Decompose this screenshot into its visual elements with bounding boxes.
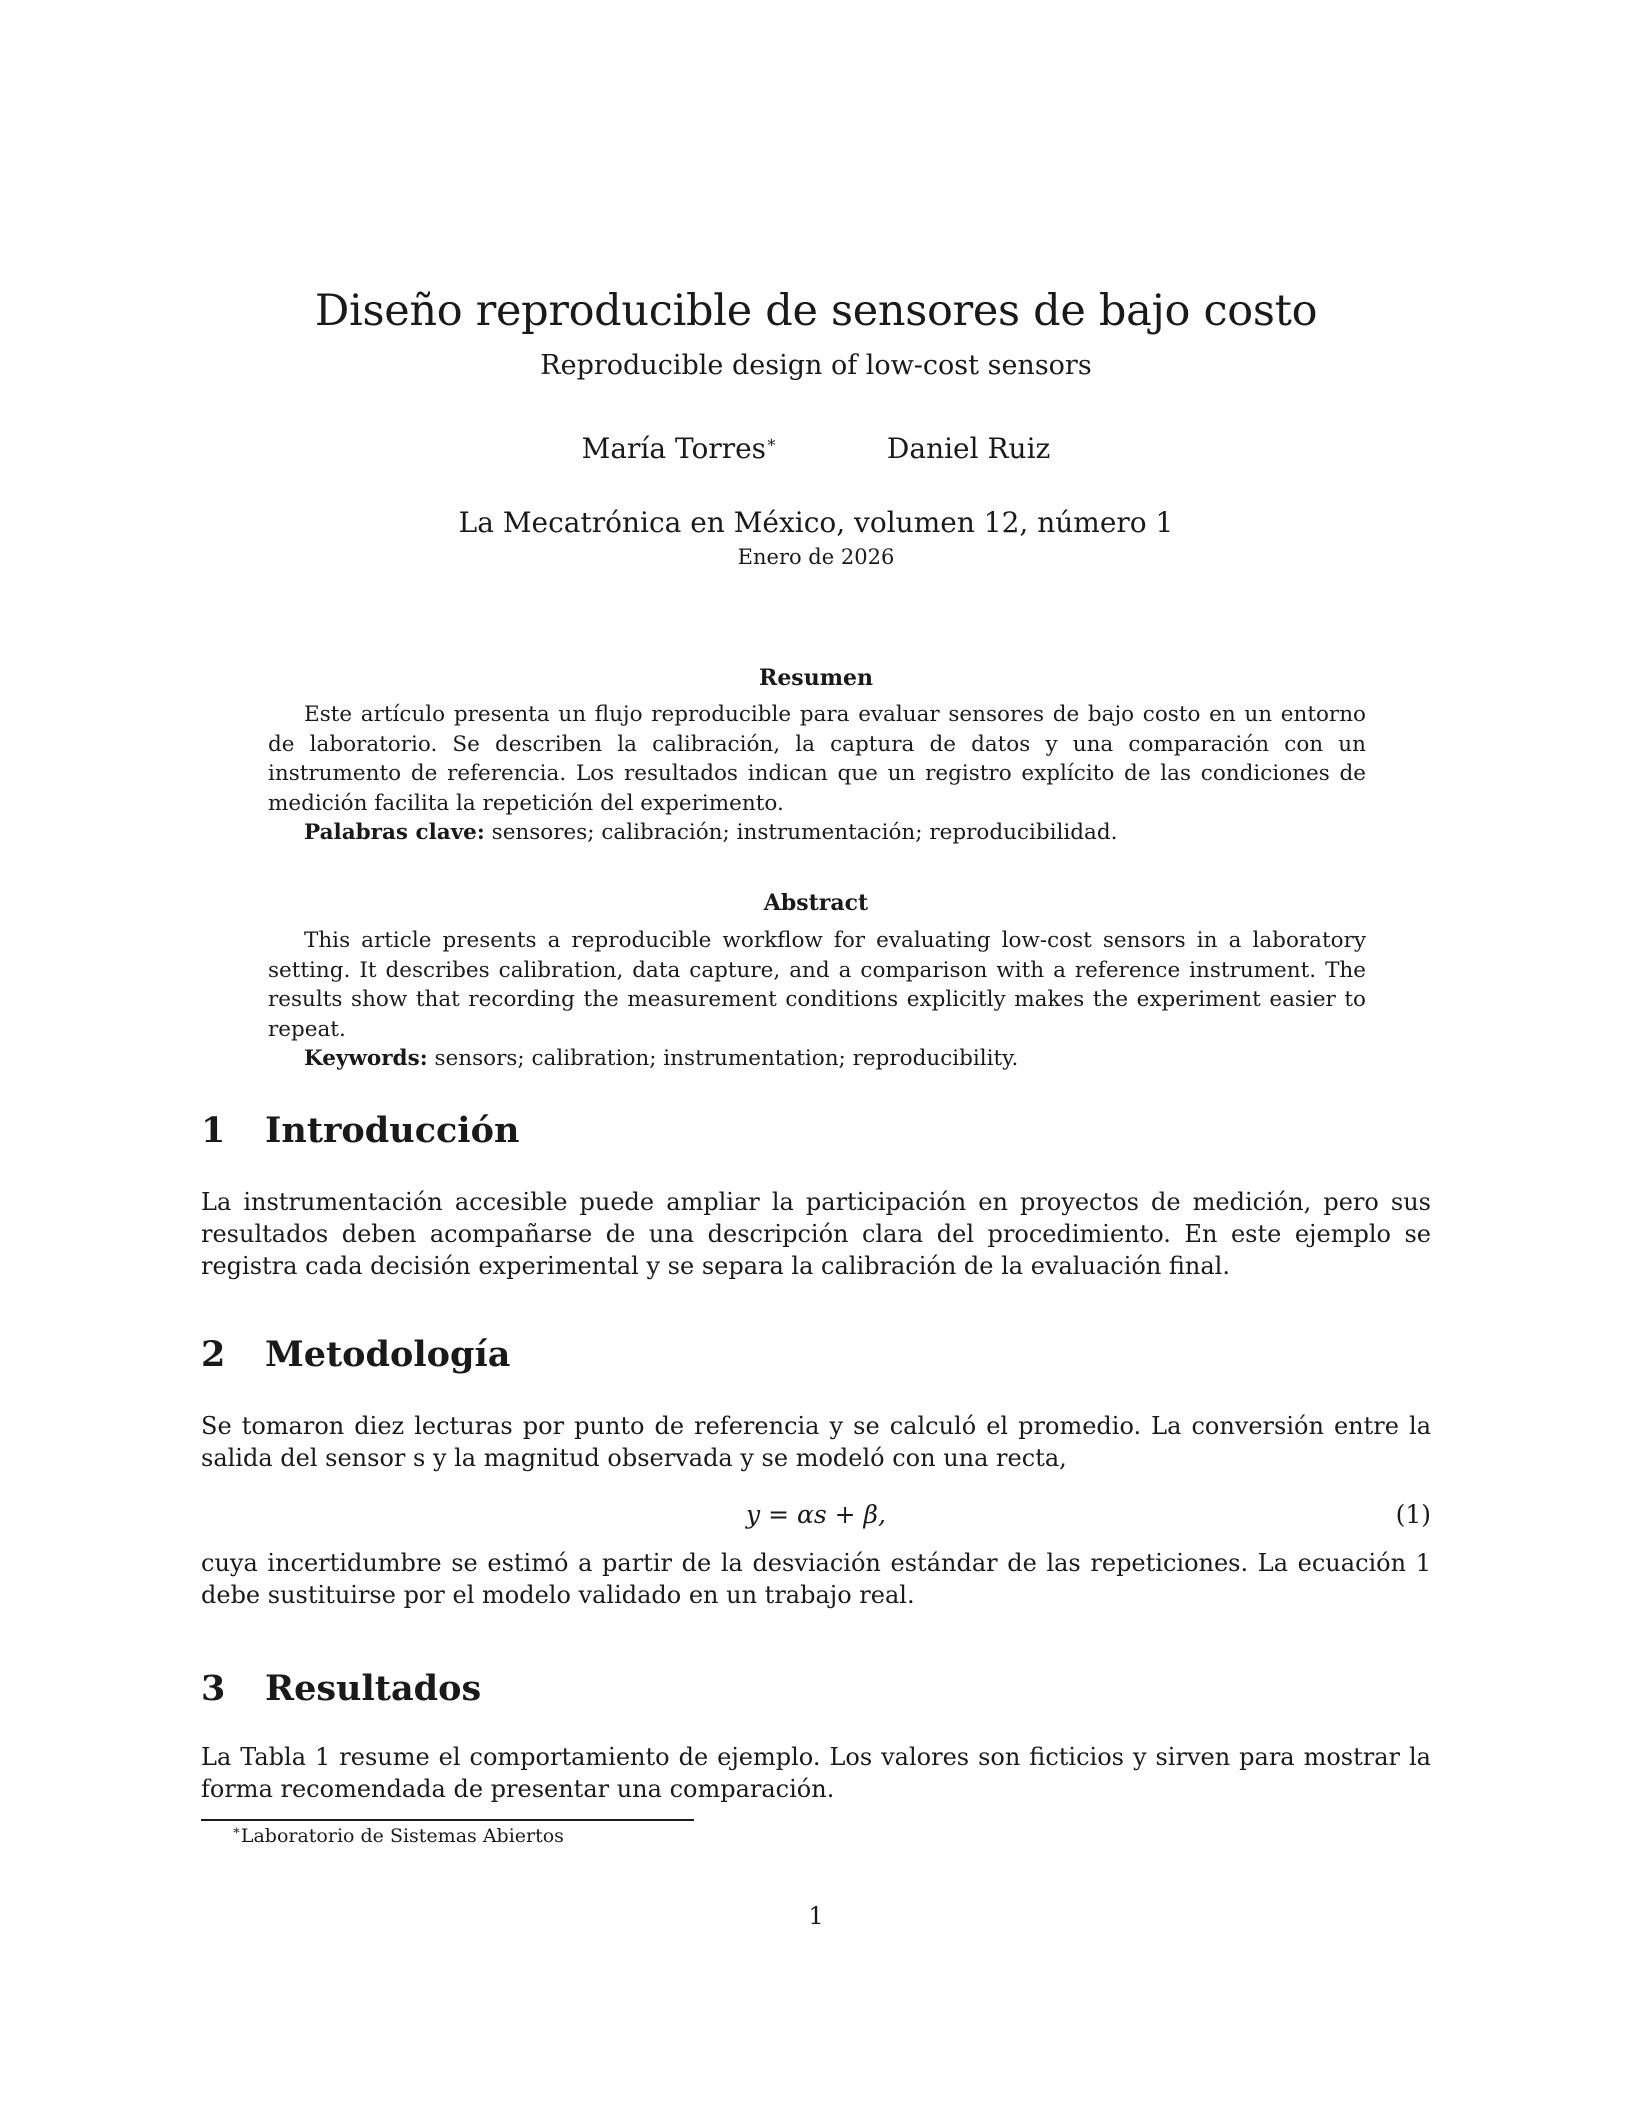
equation-1-number: (1) <box>1395 1500 1431 1529</box>
footnote-mark: ∗ <box>232 1823 241 1839</box>
section-2-title: Metodología <box>265 1334 511 1375</box>
section-3-number: 3 <box>201 1668 226 1709</box>
author-2-name: Daniel Ruiz <box>886 432 1051 465</box>
paper-title: Diseño reproducible de sensores de bajo costo <box>314 286 1318 336</box>
author-2 <box>887 432 1050 465</box>
journal-info: La Mecatrónica en México, volumen 12, número 1 <box>458 506 1174 539</box>
author-1-name: María Torres <box>581 432 767 465</box>
resumen-body <box>268 700 1366 848</box>
section-1-title: Introducción <box>265 1110 520 1151</box>
paper-subtitle: Reproducible design of low-cost sensors <box>540 350 1092 381</box>
abstract-keywords-list: sensors; calibration; instrumentation; reproducibility. <box>434 1046 1019 1071</box>
abstract-text: This article presents a reproducible workflow for evaluating low-cost sensors in a laboratory setting. It describes calibration, data capture, and a comparison with a reference instrument. The results show that recording the measurement conditions explicitly makes the experiment easier to repeat. <box>268 928 1366 1042</box>
resumen-keywords-label: Palabras clave: <box>304 820 485 845</box>
section-2-heading <box>201 1334 1431 1375</box>
resumen-text: Este artículo presenta un flujo reproducible para evaluar sensores de bajo costo en un entorno de laboratorio. Se describen la calibración, la captura de datos y una comparación con un instrumento de referencia. Los resultados indican que un registro explícito de las condiciones de medición facilita la repetición del experimento. <box>268 702 1366 816</box>
section-3-paragraph: La Tabla 1 resume el comportamiento de ejemplo. Los valores son ficticios y sirven para mostrar la forma recomendada de presentar una comparación. <box>201 1743 1431 1803</box>
equation-1 <box>201 1500 1431 1536</box>
abstract-keywords-label: Keywords: <box>304 1046 428 1071</box>
equation-1-expression: y = αs + β, <box>746 1500 886 1529</box>
resumen-keywords-list: sensores; calibración; instrumentación; reproducibilidad. <box>491 820 1118 845</box>
resumen-heading: Resumen <box>759 665 873 691</box>
resumen-keywords <box>268 818 1366 848</box>
section-1-number: 1 <box>201 1110 226 1151</box>
section-2-paragraph-2: cuya incertidumbre se estimó a partir de la desviación estándar de las repeticiones. La ecuación 1 debe sustituirse por el modelo validado en un trabajo real. <box>201 1549 1431 1609</box>
author-1-footnote-mark: ∗ <box>766 432 777 452</box>
section-3-heading <box>201 1668 1431 1709</box>
author-1 <box>582 432 777 465</box>
section-3-title: Resultados <box>265 1668 482 1709</box>
publication-date: Enero de 2026 <box>737 545 895 569</box>
footnote-rule <box>201 1819 694 1821</box>
abstract-keywords <box>268 1044 1366 1074</box>
section-1-paragraph: La instrumentación accesible puede ampliar la participación en proyectos de medición, pero sus resultados deben acompañarse de una descripción clara del procedimiento. En este ejemplo se registra cada decisión experimental y se separa la calibración de la evaluación final. <box>201 1188 1431 1280</box>
author-list <box>0 432 1632 465</box>
abstract-body <box>268 926 1366 1074</box>
section-2-number: 2 <box>201 1334 226 1375</box>
abstract-heading: Abstract <box>763 890 869 916</box>
page-number: 1 <box>808 1902 824 1930</box>
footnote <box>232 1825 564 1847</box>
section-1-heading <box>201 1110 1431 1151</box>
footnote-text: Laboratorio de Sistemas Abiertos <box>240 1825 564 1847</box>
section-2-paragraph-1: Se tomaron diez lecturas por punto de referencia y se calculó el promedio. La conversión entre la salida del sensor s y la magnitud observada y se modeló con una recta, <box>201 1412 1431 1472</box>
